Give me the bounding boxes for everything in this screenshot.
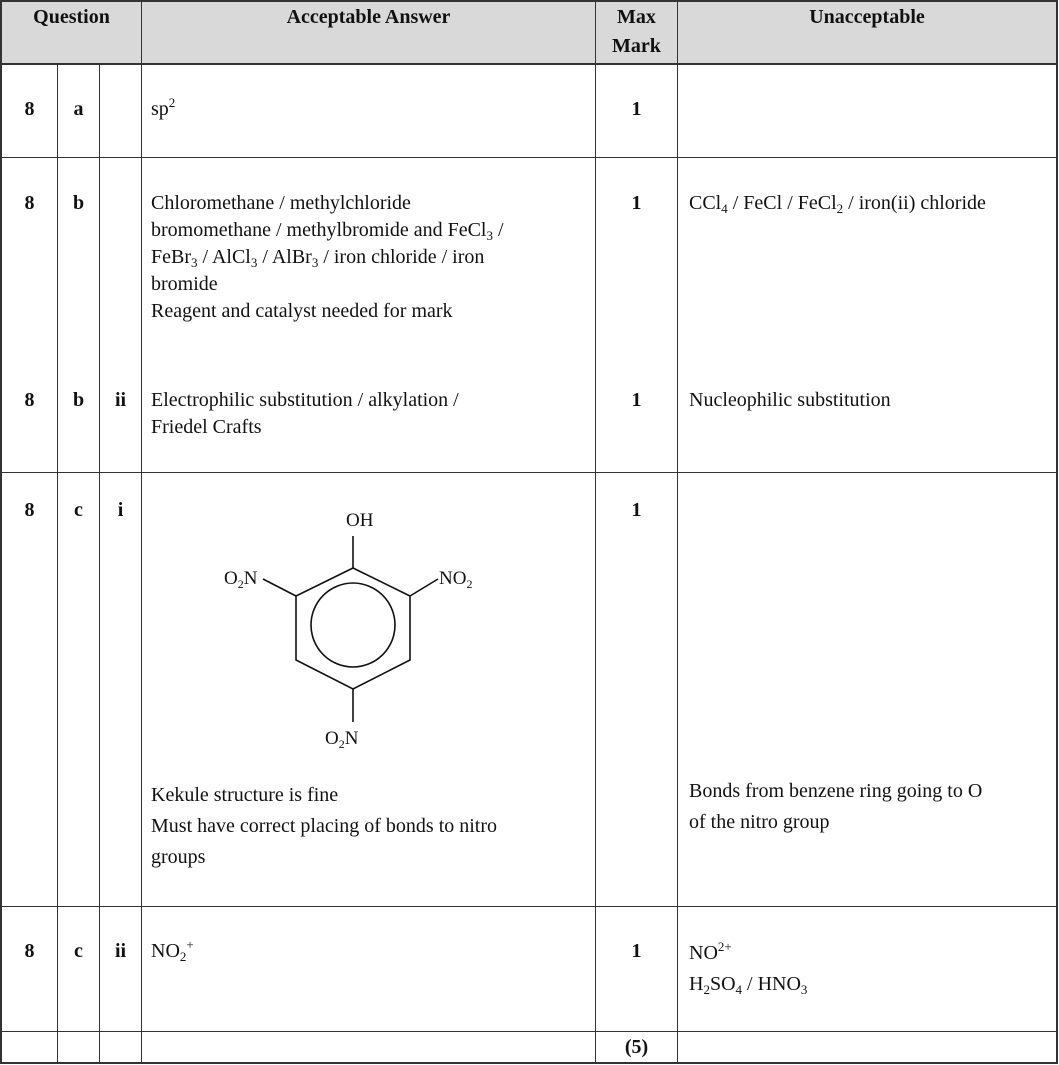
row-a-mark: 1 — [631, 98, 642, 120]
bond-right-nitro — [410, 579, 438, 596]
col-divider-mark — [677, 0, 678, 1064]
row-a-answer: $sp^2$ — [151, 95, 176, 120]
col-divider-answer — [595, 0, 596, 1064]
row-bii-answer: Electrophilic substitution / alkylation / Friedel Crafts — [151, 389, 459, 438]
border-right — [1056, 0, 1058, 1064]
row-bii-unacceptable: Nucleophilic substitution — [689, 389, 891, 411]
row-cii-part: c — [74, 940, 83, 962]
row-ci-unacceptable: Bonds from benzene ring going to O of the nitro group — [689, 780, 983, 833]
row-cii-sub: ii — [114, 940, 127, 962]
bond-left-nitro — [263, 579, 296, 596]
row-ci-sub: i — [117, 499, 124, 521]
row-bii-mark: 1 — [631, 389, 642, 411]
header-max-mark-1: Max — [617, 6, 656, 28]
row-b-answer: Chloromethane / methylchloride bromomethane / methylbromide and FeCl$_3$ / FeBr$_3$ / AlCl$_3$ / AlBr$_3$ / iron chloride / iron bromide Reagent and catalyst needed for mark — [151, 192, 504, 322]
row-bii-part: b — [72, 389, 85, 411]
row-ci-mark: 1 — [631, 499, 642, 521]
aromatic-circle — [311, 583, 395, 667]
label-right-nitro: $NO_2$ — [439, 568, 473, 591]
row-a-part: a — [73, 98, 84, 120]
row-cii-question: 8 — [24, 940, 35, 962]
row-cii-answer: $NO_2^+$ — [151, 937, 194, 964]
row-b-question: 8 — [24, 192, 35, 214]
total-marks: (5) — [624, 1036, 649, 1058]
row-bii-sub: ii — [114, 389, 127, 411]
header-divider — [0, 63, 1058, 65]
header-unacceptable: Unacceptable — [809, 6, 925, 28]
col-divider-question — [141, 0, 142, 1064]
row-bii-question: 8 — [24, 389, 35, 411]
row-b-unacceptable: CCl$_4$ / FeCl / FeCl$_2$ / iron(ii) chloride — [689, 192, 986, 216]
label-left-nitro: $O_2N$ — [224, 568, 258, 591]
header-acceptable-answer: Acceptable Answer — [286, 6, 451, 28]
row-b-mark: 1 — [631, 192, 642, 214]
border-left — [0, 0, 2, 1064]
border-top — [0, 0, 1058, 2]
row-b-part: b — [72, 192, 85, 214]
label-oh: OH — [346, 510, 374, 531]
row-divider-a — [0, 157, 1058, 158]
row-cii-mark: 1 — [631, 940, 642, 962]
header-max-mark-2: Mark — [612, 35, 661, 57]
ring-bond — [296, 568, 410, 689]
label-bottom-nitro: $O_2N$ — [325, 728, 359, 751]
col-divider-sub — [99, 64, 100, 1064]
row-cii-unacceptable: $NO^{2+}$ $H_2SO_4 / HNO_3$ — [689, 939, 808, 997]
row-ci-answer-notes: Kekule structure is fine Must have correct placing of bonds to nitro groups — [151, 784, 498, 868]
row-ci-part: c — [74, 499, 83, 521]
row-divider-total — [0, 1031, 1058, 1032]
header-question: Question — [33, 6, 110, 28]
row-a-question: 8 — [24, 98, 35, 120]
row-divider-ci — [0, 906, 1058, 907]
border-bottom — [0, 1062, 1058, 1064]
row-ci-question: 8 — [24, 499, 35, 521]
row-divider-b — [0, 472, 1058, 473]
picric-acid-structure — [205, 500, 505, 760]
